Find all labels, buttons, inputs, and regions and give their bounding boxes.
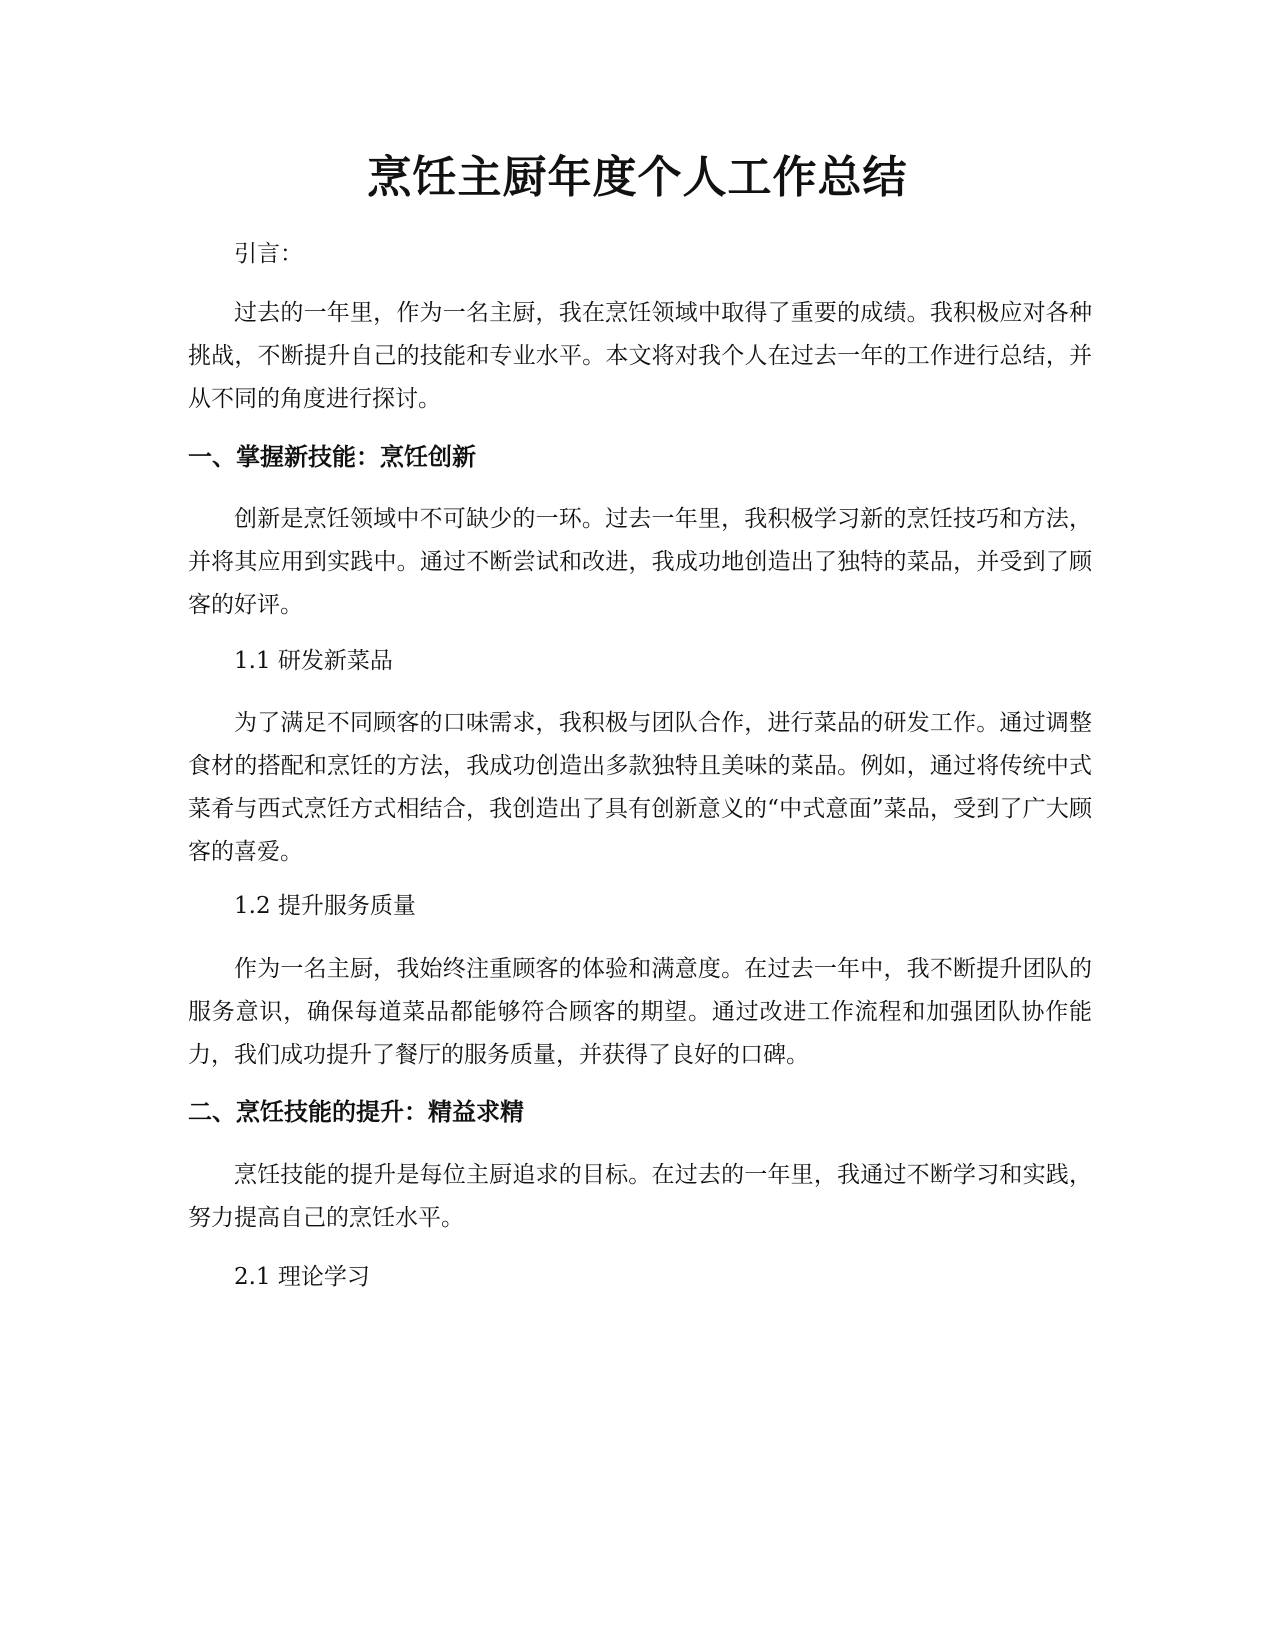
intro-paragraph: 过去的一年里，作为一名主厨，我在烹饪领域中取得了重要的成绩。我积极应对各种挑战，不断提升自己的技能和专业水平。本文将对我个人在过去一年的工作进行总结，并从不同的角度进行探讨。	[188, 300, 1092, 412]
section-1-paragraph: 创新是烹饪领域中不可缺少的一环。过去一年里，我积极学习新的烹饪技巧和方法，并将其应用到实践中。通过不断尝试和改进，我成功地创造出了独特的菜品，并受到了顾客的好评。	[188, 506, 1092, 618]
subsection-2-1-heading: 2.1 理论学习	[234, 1264, 370, 1290]
intro-label: 引言：	[234, 241, 303, 267]
subsection-1-1-heading: 1.1 研发新菜品	[234, 648, 393, 674]
subsection-1-2-heading: 1.2 提升服务质量	[234, 893, 416, 919]
section-2-paragraph: 烹饪技能的提升是每位主厨追求的目标。在过去的一年里，我通过不断学习和实践，努力提高自己的烹饪水平。	[188, 1162, 1092, 1231]
subsection-1-1-paragraph: 为了满足不同顾客的口味需求，我积极与团队合作，进行菜品的研发工作。通过调整食材的搭配和烹饪的方法，我成功创造出多款独特且美味的菜品。例如，通过将传统中式菜肴与西式烹饪方式相结合，我创造出了具有创新意义的“中式意面”菜品，受到了广大顾客的喜爱。	[188, 710, 1092, 865]
document-title: 烹饪主厨年度个人工作总结	[367, 152, 908, 203]
subsection-1-2-paragraph: 作为一名主厨，我始终注重顾客的体验和满意度。在过去一年中，我不断提升团队的服务意识，确保每道菜品都能够符合顾客的期望。通过改进工作流程和加强团队协作能力，我们成功提升了餐厅的服务质量，并获得了良好的口碑。	[188, 956, 1092, 1068]
section-1-heading: 一、掌握新技能：烹饪创新	[188, 443, 476, 471]
section-2-heading: 二、烹饪技能的提升：精益求精	[188, 1098, 524, 1126]
